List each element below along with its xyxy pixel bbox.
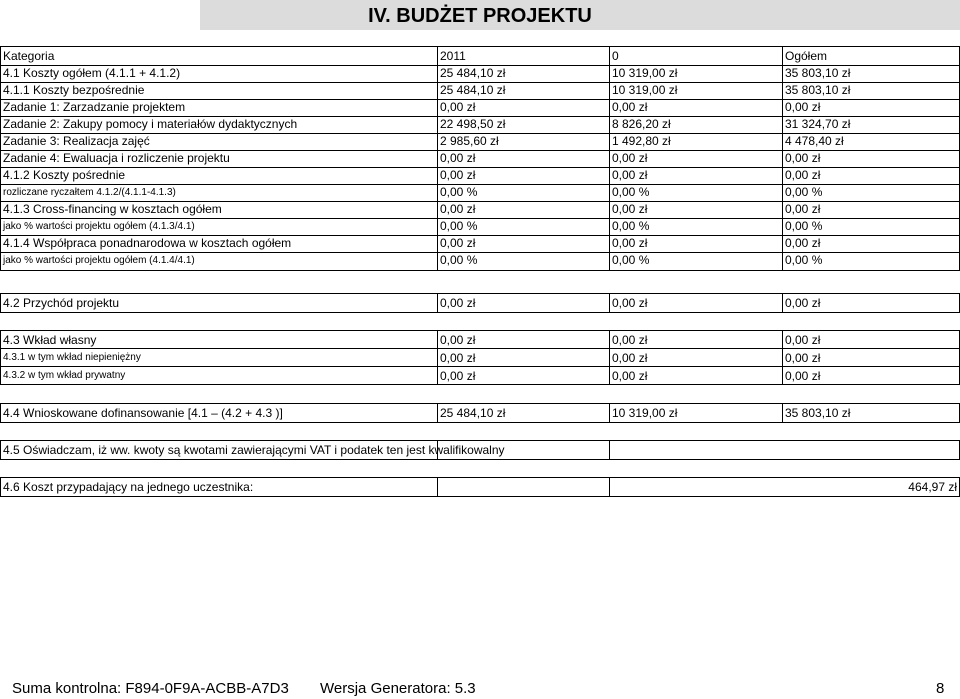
header-year-0: 0 [612, 49, 619, 63]
own-label: 4.3.2 w tym wkład prywatny [3, 370, 126, 381]
own-value-total: 0,00 zł [785, 333, 821, 347]
table-row [0, 184, 960, 201]
row-value-total: 0,00 zł [785, 151, 821, 165]
table-row [0, 252, 960, 269]
own-value-2011: 0,00 zł [440, 351, 476, 365]
participant-cost-value: 464,97 zł [908, 480, 957, 494]
row-label: Zadanie 3: Realizacja zajęć [3, 134, 150, 148]
row-label: 4.1 Koszty ogółem (4.1.1 + 4.1.2) [3, 66, 181, 80]
header-year-2011: 2011 [440, 49, 466, 63]
row-value-total: 0,00 % [785, 219, 823, 233]
row-value-2011: 0,00 zł [440, 202, 476, 216]
row-label: jako % wartości projektu ogółem (4.1.3/4.1) [3, 221, 195, 232]
row-value-total: 0,00 % [785, 185, 823, 199]
vat-statement: 4.5 Oświadczam, iż ww. kwoty są kwotami zawierającymi VAT i podatek ten jest kwalifikowalny [3, 443, 505, 457]
row-value-total: 0,00 zł [785, 100, 821, 114]
row-value-0: 10 319,00 zł [612, 66, 678, 80]
income-row [0, 294, 960, 312]
row-value-total: 35 803,10 zł [785, 83, 851, 97]
own-value-0: 0,00 zł [612, 333, 648, 347]
requested-label: 4.4 Wnioskowane dofinansowanie [4.1 – (4.2 + 4.3 )] [3, 406, 283, 420]
row-value-total: 0,00 % [785, 253, 823, 267]
own-contribution-row [0, 331, 960, 349]
checksum-text: Suma kontrolna: F894-0F9A-ACBB-A7D3 [12, 680, 289, 697]
row-value-0: 0,00 % [612, 219, 650, 233]
requested-value-total: 35 803,10 zł [785, 406, 851, 420]
row-value-2011: 25 484,10 zł [440, 83, 506, 97]
row-value-0: 0,00 % [612, 253, 650, 267]
own-value-total: 0,00 zł [785, 351, 821, 365]
row-value-2011: 0,00 % [440, 219, 478, 233]
page-title: IV. BUDŻET PROJEKTU [368, 5, 592, 27]
income-label: 4.2 Przychód projektu [3, 296, 120, 310]
income-value-total: 0,00 zł [785, 296, 821, 310]
row-value-2011: 0,00 % [440, 253, 478, 267]
own-contribution-row [0, 367, 960, 385]
table-row [0, 167, 960, 184]
row-label: 4.1.4 Współpraca ponadnarodowa w kosztach ogółem [3, 236, 292, 250]
row-value-2011: 2 985,60 zł [440, 134, 499, 148]
table-row [0, 65, 960, 82]
row-label: jako % wartości projektu ogółem (4.1.4/4.1) [3, 255, 195, 266]
row-value-total: 35 803,10 zł [785, 66, 851, 80]
row-value-2011: 0,00 % [440, 185, 478, 199]
row-value-2011: 0,00 zł [440, 236, 476, 250]
row-value-0: 0,00 zł [612, 100, 648, 114]
table-row [0, 116, 960, 133]
table-row [0, 82, 960, 99]
header-total: Ogółem [785, 49, 828, 63]
row-value-total: 31 324,70 zł [785, 117, 851, 131]
own-value-0: 0,00 zł [612, 351, 648, 365]
table-header-row [0, 48, 960, 65]
row-value-total: 0,00 zł [785, 202, 821, 216]
own-value-2011: 0,00 zł [440, 369, 476, 383]
row-value-total: 0,00 zł [785, 236, 821, 250]
participant-cost-label: 4.6 Koszt przypadający na jednego uczestnika: [3, 480, 254, 494]
row-value-2011: 22 498,50 zł [440, 117, 506, 131]
table-row [0, 201, 960, 218]
requested-row [0, 404, 960, 422]
table-row [0, 218, 960, 235]
own-value-0: 0,00 zł [612, 369, 648, 383]
header-category: Kategoria [3, 49, 55, 63]
own-value-2011: 0,00 zł [440, 333, 476, 347]
row-label: Zadanie 1: Zarzadzanie projektem [3, 100, 186, 114]
statement-row [0, 441, 960, 459]
own-contribution-row [0, 349, 960, 367]
row-label: Zadanie 2: Zakupy pomocy i materiałów dydaktycznych [3, 117, 298, 131]
row-value-0: 0,00 zł [612, 168, 648, 182]
row-value-2011: 25 484,10 zł [440, 66, 506, 80]
row-value-total: 0,00 zł [785, 168, 821, 182]
generator-version: Wersja Generatora: 5.3 [320, 680, 476, 697]
table-row [0, 150, 960, 167]
requested-value-2011: 25 484,10 zł [440, 406, 506, 420]
row-value-0: 0,00 zł [612, 151, 648, 165]
row-label: Zadanie 4: Ewaluacja i rozliczenie projektu [3, 151, 230, 165]
row-label: 4.1.1 Koszty bezpośrednie [3, 83, 145, 97]
own-label: 4.3 Wkład własny [3, 333, 97, 347]
row-value-0: 0,00 % [612, 185, 650, 199]
table-row [0, 235, 960, 252]
row-value-2011: 0,00 zł [440, 100, 476, 114]
row-value-total: 4 478,40 zł [785, 134, 844, 148]
row-value-2011: 0,00 zł [440, 168, 476, 182]
row-value-0: 8 826,20 zł [612, 117, 671, 131]
page-number: 8 [936, 680, 945, 697]
table-row [0, 133, 960, 150]
participant-cost-row [0, 478, 960, 496]
row-value-0: 0,00 zł [612, 202, 648, 216]
row-value-0: 0,00 zł [612, 236, 648, 250]
income-value-2011: 0,00 zł [440, 296, 476, 310]
row-label: 4.1.3 Cross-financing w kosztach ogółem [3, 202, 222, 216]
own-label: 4.3.1 w tym wkład niepieniężny [3, 352, 141, 363]
row-label: 4.1.2 Koszty pośrednie [3, 168, 126, 182]
row-label: rozliczane ryczałtem 4.1.2/(4.1.1-4.1.3) [3, 187, 176, 198]
table-row [0, 99, 960, 116]
row-value-0: 10 319,00 zł [612, 83, 678, 97]
row-value-2011: 0,00 zł [440, 151, 476, 165]
income-value-0: 0,00 zł [612, 296, 648, 310]
row-value-0: 1 492,80 zł [612, 134, 671, 148]
own-value-total: 0,00 zł [785, 369, 821, 383]
budget-grid [0, 46, 960, 271]
requested-value-0: 10 319,00 zł [612, 406, 678, 420]
